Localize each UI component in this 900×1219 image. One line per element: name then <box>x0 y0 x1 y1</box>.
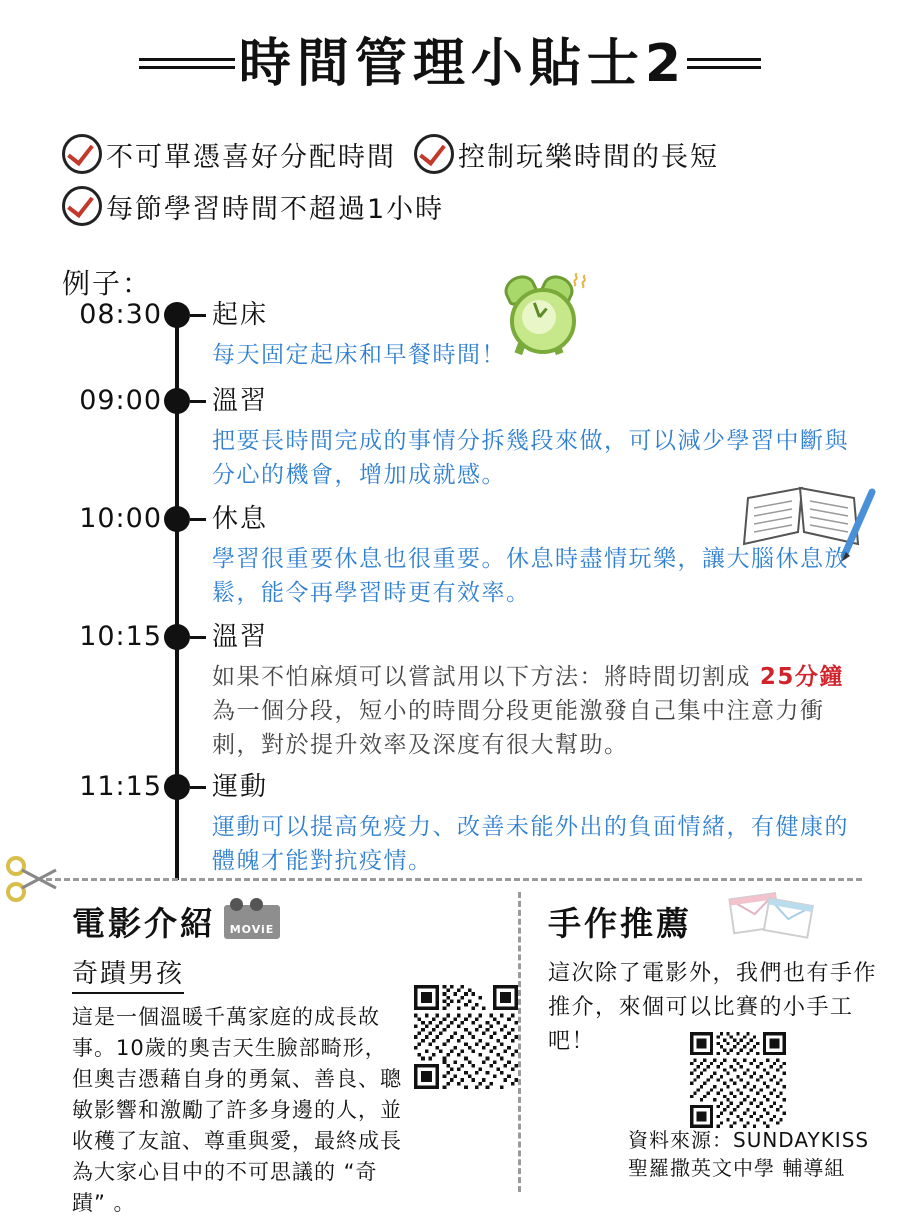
check-circle-icon <box>414 134 454 174</box>
timeline-entry <box>62 386 862 492</box>
timeline-connector <box>190 786 206 789</box>
timeline-desc-rich <box>212 660 852 762</box>
column-divider <box>518 892 521 1192</box>
timeline-dot <box>164 302 190 328</box>
source-footer <box>628 1126 869 1182</box>
movie-qr-code[interactable] <box>414 985 518 1089</box>
movie-description: 這是一個溫暖千萬家庭的成長故事。10歲的奧吉天生臉部畸形，但奧吉憑藉自身的勇氣、善良、聰敏影響和激勵了許多身邊的人，並收穫了友誼、尊重與愛，最終成長為大家心目中的不可思議的 “奇蹟” 。 <box>72 1005 402 1215</box>
movie-clapper-icon <box>224 905 280 939</box>
cut-line <box>46 878 862 881</box>
timeline-event: 溫習 <box>212 622 269 652</box>
timeline-time: 09:00 <box>79 385 162 416</box>
movie-section-title: 電影介紹 <box>72 904 216 943</box>
timeline-time: 11:15 <box>79 771 162 802</box>
timeline-event: 起床 <box>212 300 269 330</box>
timeline-entry-head <box>62 504 862 540</box>
page-title: 時間管理小貼士2 <box>238 34 688 94</box>
timeline-dot <box>164 388 190 414</box>
timeline-desc-part: 如果不怕麻煩可以嘗試用以下方法：將時間切割成 <box>212 664 760 690</box>
timeline-entry-head <box>62 772 862 808</box>
timeline-entry-head <box>62 622 862 658</box>
timeline-desc: 每天固定起床和早餐時間！ <box>212 342 506 368</box>
craft-description: 這次除了電影外，我們也有手作推介，來個可以比賽的小手工吧！ <box>548 961 878 1054</box>
timeline-dot <box>164 774 190 800</box>
timeline-desc: 運動可以提高免疫力、改善未能外出的負面情緒，有健康的體魄才能對抗疫情。 <box>212 814 849 874</box>
timeline-entry <box>62 300 862 372</box>
timeline-desc-part: 為一個分段，短小的時間分段更能激發自己集中注意力衝刺，對於提升效率及深度有很大幫助。 <box>212 698 825 758</box>
timeline-desc-highlight: 25分鐘 <box>759 664 844 690</box>
checklist <box>62 128 862 232</box>
scissors-icon <box>6 856 60 902</box>
timeline-desc: 把要長時間完成的事情分拆幾段來做，可以減少學習中斷與分心的機會，增加成就感。 <box>212 428 849 488</box>
craft-section-title: 手作推薦 <box>548 904 692 943</box>
alarm-ring-lines: ⌇⌇ <box>569 270 590 294</box>
movie-badge-text: MOViE <box>229 922 275 936</box>
title-row <box>0 28 900 100</box>
source-line-2: 聖羅撒英文中學 輔導組 <box>628 1156 846 1180</box>
timeline-connector <box>190 518 206 521</box>
check-item-label: 不可單憑喜好分配時間 <box>106 141 396 173</box>
checklist-row-2 <box>62 180 862 232</box>
craft-section-title-row <box>548 898 878 945</box>
timeline-event: 溫習 <box>212 386 269 416</box>
timeline-entry <box>62 622 862 762</box>
check-item-2 <box>414 134 719 174</box>
timeline-dot <box>164 624 190 650</box>
timeline-connector <box>190 636 206 639</box>
check-circle-icon <box>62 186 102 226</box>
check-item-1 <box>62 134 396 174</box>
checklist-row-1 <box>62 128 862 180</box>
film-reel-right <box>250 898 263 911</box>
mail-envelope-icon <box>726 890 816 946</box>
timeline-dot <box>164 506 190 532</box>
movie-section-title-row <box>72 898 502 945</box>
check-circle-icon <box>62 134 102 174</box>
source-line-1: 資料來源：SUNDAYKISS <box>628 1128 870 1152</box>
timeline-time: 10:15 <box>79 621 162 652</box>
timeline-event: 運動 <box>212 772 269 802</box>
timeline-desc: 學習很重要休息也很重要。休息時盡情玩樂，讓大腦休息放鬆，能令再學習時更有效率。 <box>212 546 849 606</box>
timeline-entry <box>62 772 862 878</box>
timeline-time: 10:00 <box>79 503 162 534</box>
timeline-connector <box>190 400 206 403</box>
timeline-connector <box>190 314 206 317</box>
timeline-entry-head <box>62 386 862 422</box>
movie-subtitle: 奇蹟男孩 <box>72 953 184 994</box>
timeline-entry-head <box>62 300 862 336</box>
example-label: 例子： <box>62 267 153 300</box>
film-reel-left <box>230 898 243 911</box>
timeline-event: 休息 <box>212 504 269 534</box>
check-item-3 <box>62 186 444 226</box>
timeline-entry <box>62 504 862 610</box>
check-item-label: 控制玩樂時間的長短 <box>458 141 719 173</box>
timeline-time: 08:30 <box>79 299 162 330</box>
timeline <box>62 300 862 878</box>
check-item-label: 每節學習時間不超過1小時 <box>106 193 445 225</box>
craft-qr-code[interactable] <box>690 1032 786 1128</box>
